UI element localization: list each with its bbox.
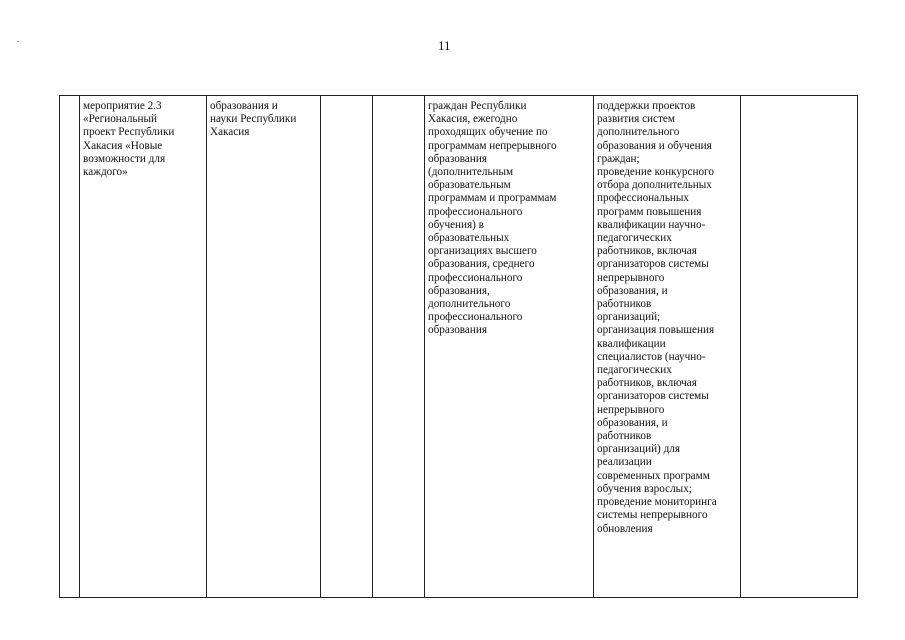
start-date-cell [321,96,373,598]
scan-speck [17,41,19,42]
main-directions-cell: поддержки проектов развития систем дополнительного образования и обучения граждан; проведение конкурсного отбора дополнительных профессиональных программ повышения квалификации научно- педагогических работников, включая организаторов системы непрерывного образования, и работников организаций; организация повышения квалификации специалистов (научно- педагогических работников, включая организаторов системы непрерывного образования, и работников организаций) для реализации современных программ обучения взрослых; проведение мониторинга системы непрерывного обновления [594,96,741,598]
program-table [59,95,858,598]
indicator-link-cell [741,96,858,598]
end-date-cell [373,96,425,598]
page-number: 11 [438,38,451,53]
activity-cell: мероприятие 2.3 «Региональный проект Республики Хакасия «Новые возможности для каждого» [80,96,207,598]
responsible-executor-cell: образования и науки Республики Хакасия [207,96,321,598]
row-number-cell [60,96,80,598]
table-row [60,96,858,598]
expected-result-cell: граждан Республики Хакасия, ежегодно проходящих обучение по программам непрерывного образования (дополнительным образовательным программам и программам профессионального обучения) в образовательных организациях высшего образования, среднего профессионального образования, дополнительного профессионального образования [425,96,594,598]
